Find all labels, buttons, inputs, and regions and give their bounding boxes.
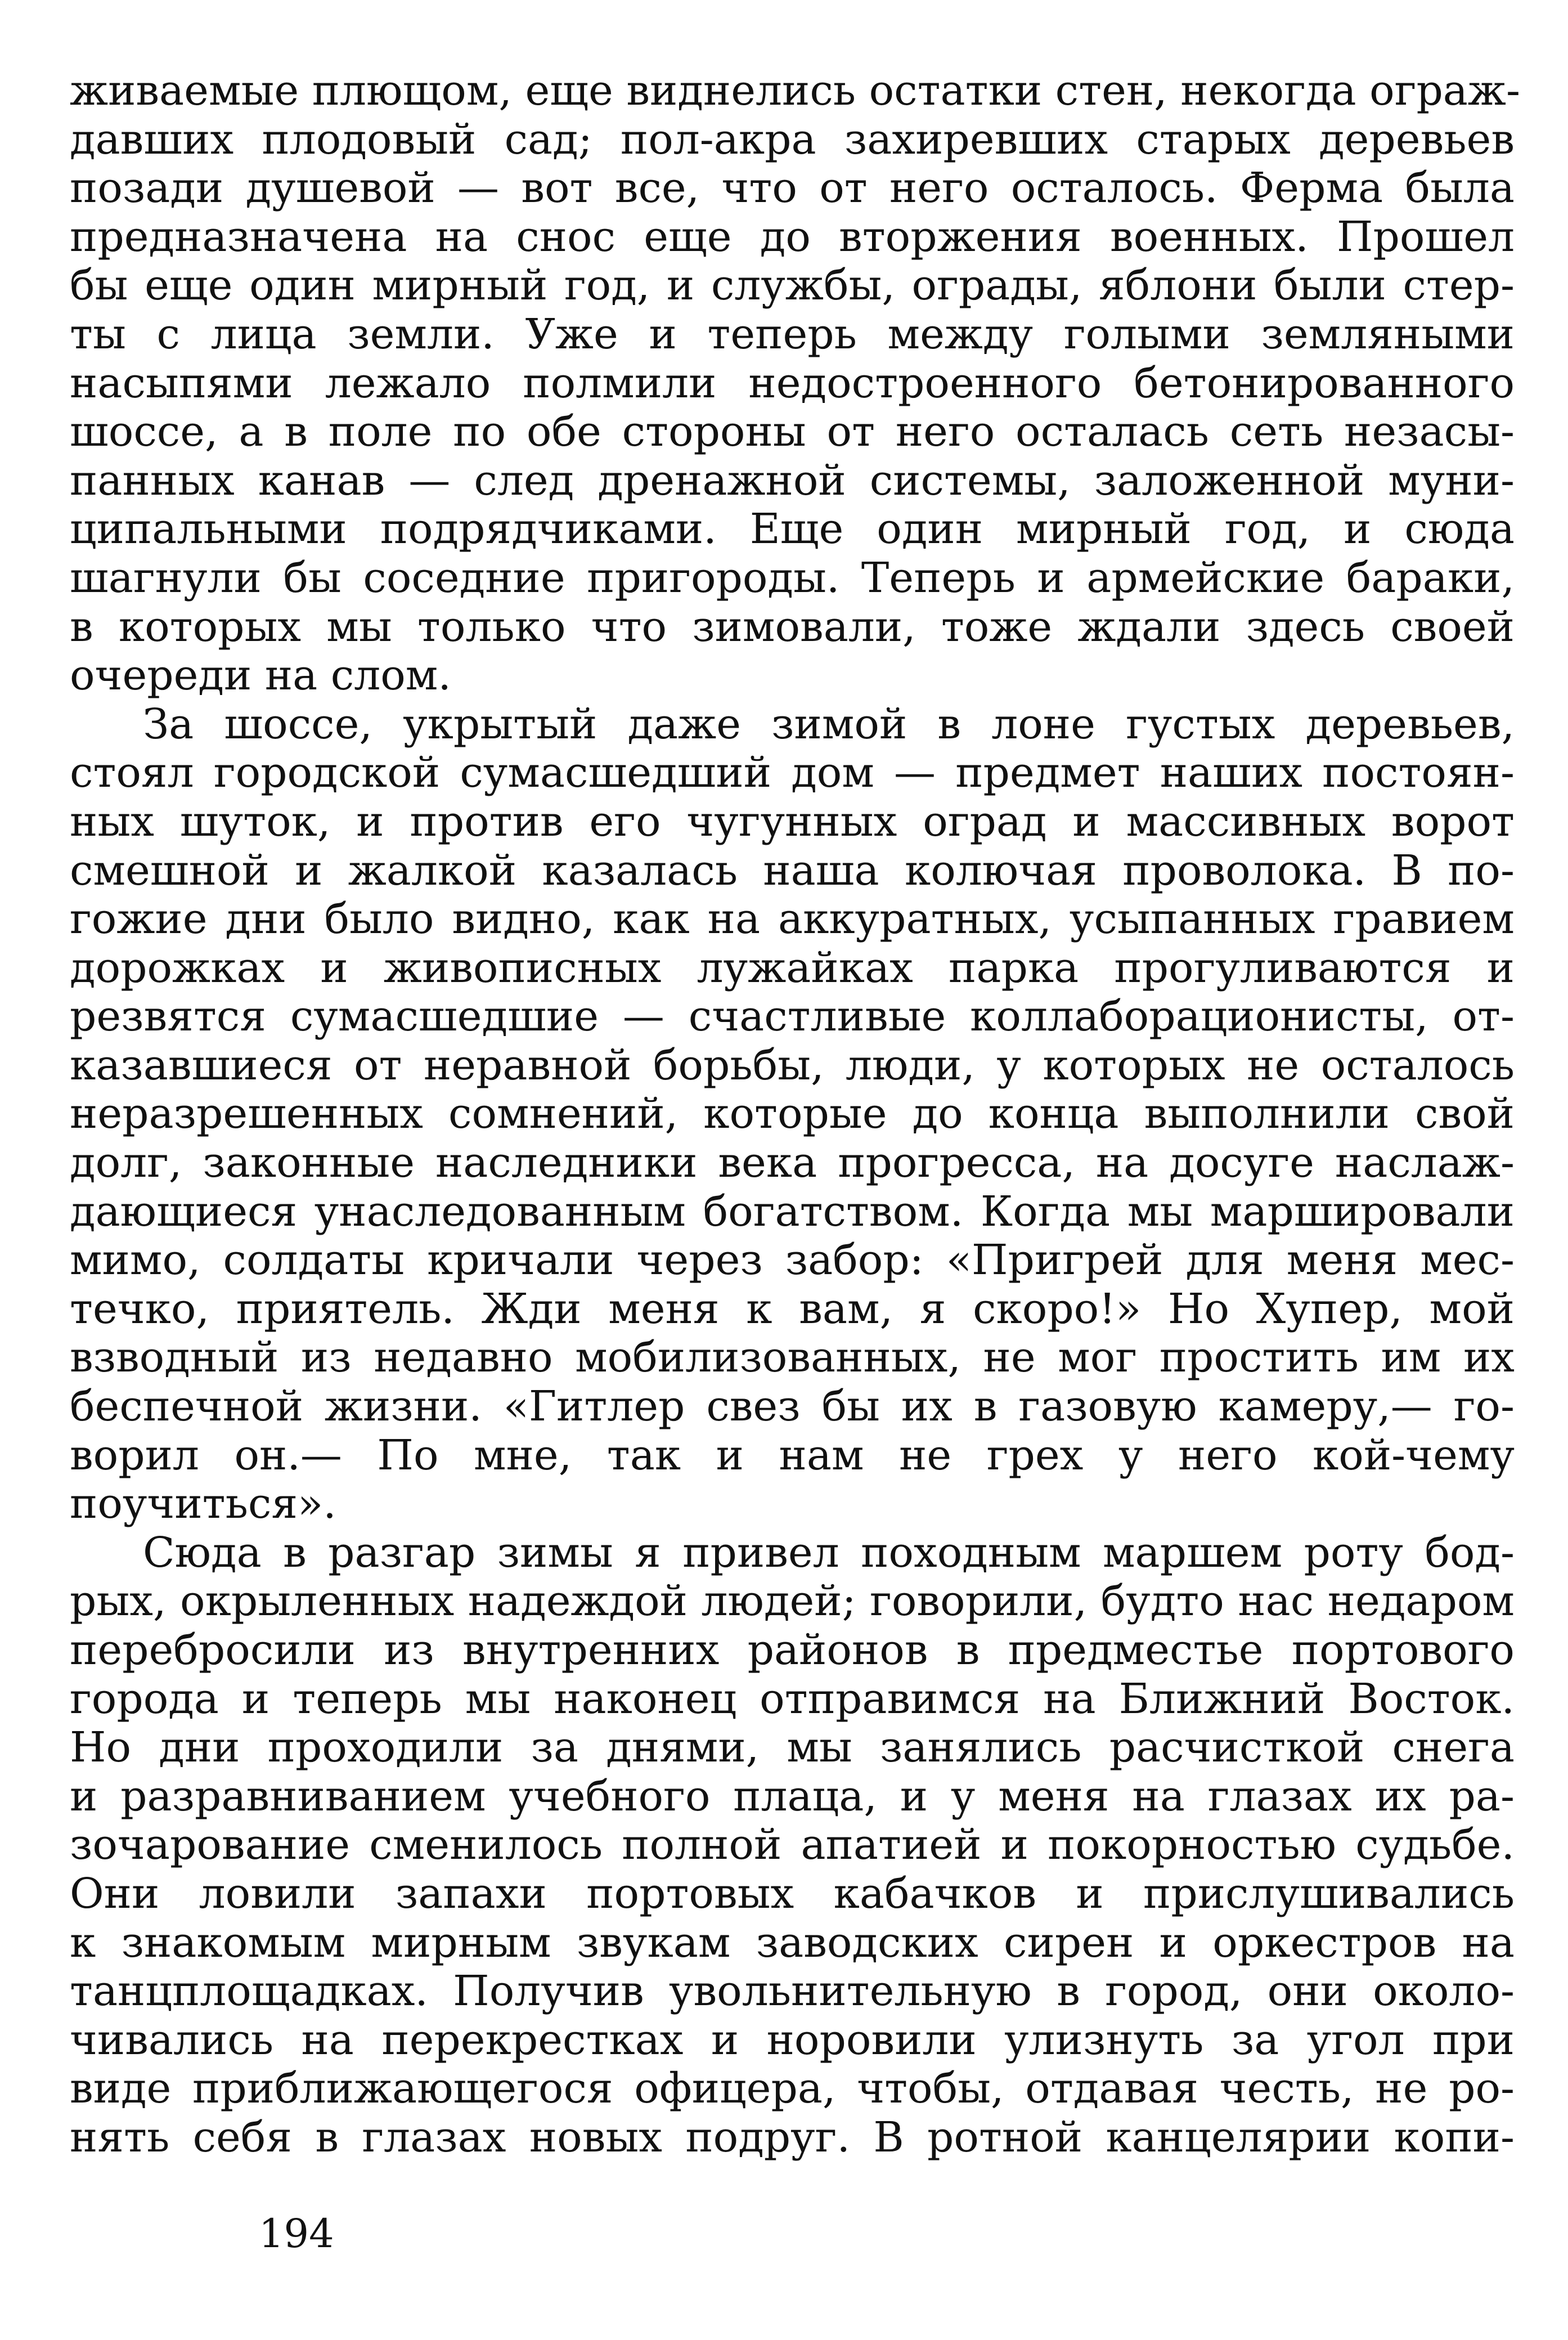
text-line: давших плодовый сад; пол-акра захиревших старых деревьев xyxy=(70,115,1515,164)
text-line: панных канав — след дренажной системы, заложенной муни- xyxy=(70,456,1515,505)
text-line: чивались на перекрестках и норовили улизнуть за угол при xyxy=(70,2015,1515,2064)
text-line: к знакомым мирным звукам заводских сирен и оркестров на xyxy=(70,1918,1515,1967)
text-line: предназначена на снос еще до вторжения военных. Прошел xyxy=(70,212,1515,261)
text-line: рых, окрыленных надеждой людей; говорили, будто нас недаром xyxy=(70,1577,1515,1626)
text-line: шагнули бы соседние пригороды. Теперь и армейские бараки, xyxy=(70,553,1515,602)
text-line: в которых мы только что зимовали, тоже ждали здесь своей xyxy=(70,602,1515,651)
text-line: взводный из недавно мобилизованных, не мог простить им их xyxy=(70,1333,1515,1382)
text-line: ных шуток, и против его чугунных оград и массивных ворот xyxy=(70,797,1515,846)
text-line: бы еще один мирный год, и службы, ограды, яблони были стер- xyxy=(70,261,1515,310)
text-line: танцплощадках. Получив увольнительную в город, они около- xyxy=(70,1967,1515,2016)
text-line: дающиеся унаследованным богатством. Когда мы маршировали xyxy=(70,1187,1515,1236)
text-line: насыпями лежало полмили недостроенного бетонированного xyxy=(70,358,1515,407)
text-line: течко, приятель. Жди меня к вам, я скоро!» Но Хупер, мой xyxy=(70,1284,1515,1333)
text-line: ты с лица земли. Уже и теперь между голыми земляными xyxy=(70,310,1515,358)
text-line: зочарование сменилось полной апатией и покорностью судьбе. xyxy=(70,1821,1515,1870)
text-line: позади душевой — вот все, что от него осталось. Ферма была xyxy=(70,164,1515,213)
text-line: долг, законные наследники века прогресса, на досуге наслаж- xyxy=(70,1138,1515,1187)
text-line: города и теперь мы наконец отправимся на Ближний Восток. xyxy=(70,1674,1515,1723)
text-line: и разравниванием учебного плаца, и у меня на глазах их ра- xyxy=(70,1772,1515,1821)
text-line: резвятся сумасшедшие — счастливые коллаборационисты, от- xyxy=(70,992,1515,1041)
text-line: шоссе, а в поле по обе стороны от него осталась сеть незасы- xyxy=(70,407,1515,456)
text-line: За шоссе, укрытый даже зимой в лоне густых деревьев, xyxy=(143,700,1515,748)
page-number: 194 xyxy=(259,2211,334,2257)
text-line: перебросили из внутренних районов в предместье портового xyxy=(70,1626,1515,1674)
body-text xyxy=(70,66,1521,2162)
text-line: стоял городской сумасшедший дом — предмет наших постоян- xyxy=(70,748,1515,797)
text-line: живаемые плющом, еще виднелись остатки стен, некогда ограж- xyxy=(70,66,1521,115)
text-line: очереди на слом. xyxy=(70,651,451,700)
text-line: дорожках и живописных лужайках парка прогуливаются и xyxy=(70,943,1515,992)
text-line: смешной и жалкой казалась наша колючая проволока. В по- xyxy=(70,846,1515,895)
text-line: нять себя в глазах новых подруг. В ротной канцелярии копи- xyxy=(70,2113,1515,2162)
text-line: мимо, солдаты кричали через забор: «Пригрей для меня мес- xyxy=(70,1236,1515,1285)
text-line: гожие дни было видно, как на аккуратных, усыпанных гравием xyxy=(70,895,1515,944)
text-line: виде приближающегося офицера, чтобы, отдавая честь, не ро- xyxy=(70,2064,1515,2113)
text-line: Но дни проходили за днями, мы занялись расчисткой снега xyxy=(70,1723,1515,1772)
text-line: неразрешенных сомнений, которые до конца выполнили свой xyxy=(70,1090,1515,1138)
text-line: Они ловили запахи портовых кабачков и прислушивались xyxy=(70,1869,1515,1918)
text-line: ворил он.— По мне, так и нам не грех у него кой-чему xyxy=(70,1431,1515,1480)
text-line: ципальными подрядчиками. Еще один мирный год, и сюда xyxy=(70,505,1515,554)
text-line: Сюда в разгар зимы я привел походным маршем роту бод- xyxy=(143,1528,1515,1577)
text-line: поучиться». xyxy=(70,1480,336,1528)
text-line: казавшиеся от неравной борьбы, люди, у которых не осталось xyxy=(70,1041,1515,1090)
text-line: беспечной жизни. «Гитлер свез бы их в газовую камеру,— го- xyxy=(70,1382,1515,1431)
